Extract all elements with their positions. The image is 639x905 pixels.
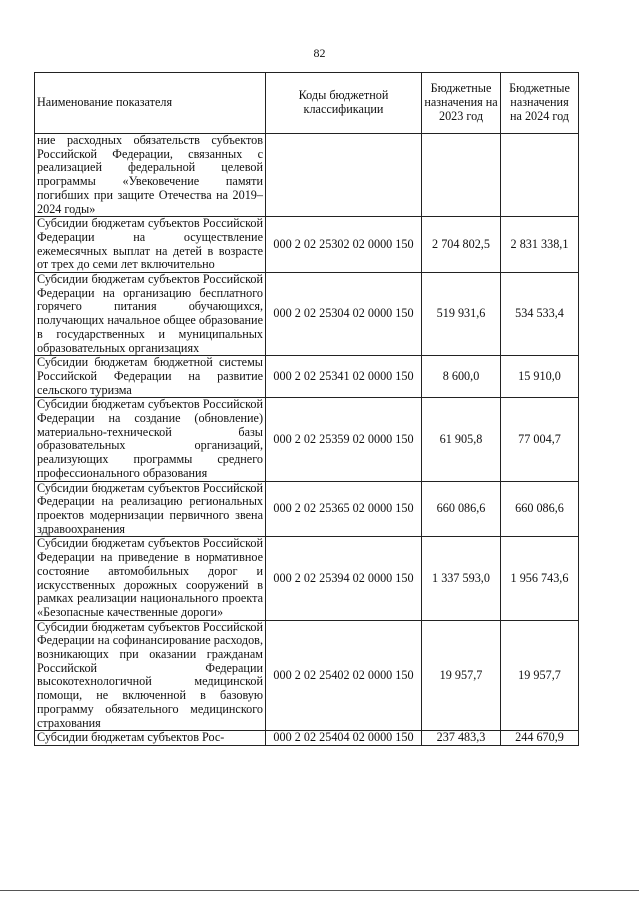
row-budget-2024 [501,134,579,217]
row-name: ние расходных обязательств субъектов Российской Федерации, связанных с реализацией федеральной целевой программы «Увековечение памяти погибших при защите Отечества на 2019–2024 годы» [35,134,266,217]
budget-table [34,72,579,746]
row-budget-2024: 15 910,0 [501,356,579,398]
row-budget-2024: 534 533,4 [501,273,579,356]
row-budget-2024: 77 004,7 [501,398,579,481]
row-budget-2023: 1 337 593,0 [422,537,501,620]
row-code: 000 2 02 25404 02 0000 150 [266,731,422,746]
row-budget-2023: 2 704 802,5 [422,217,501,273]
row-name: Субсидии бюджетам субъектов Рос- [35,731,266,746]
row-name: Субсидии бюджетам субъектов Российской Федерации на осуществление ежемесячных выплат на детей в возрасте от трех до семи лет включительно [35,217,266,273]
table-row [35,134,579,217]
row-name: Субсидии бюджетам субъектов Российской Федерации на организацию бесплатного горячего питания обучающихся, получающих начальное общее образование в государственных и муниципальных образовательных организациях [35,273,266,356]
row-code: 000 2 02 25341 02 0000 150 [266,356,422,398]
table-row [35,356,579,398]
row-name: Субсидии бюджетам субъектов Российской Федерации на софинансирование расходов, возникающих при оказании гражданам Российской Федерации высокотехнологичной медицинской помощи, не включенной в базовую программу обязательного медицинского страхования [35,620,266,731]
row-code: 000 2 02 25394 02 0000 150 [266,537,422,620]
table-row [35,398,579,481]
table-row [35,731,579,746]
row-name: Субсидии бюджетам субъектов Российской Федерации на создание (обновление) материально-технической базы образовательных организаций, реализующих программы среднего профессионального образования [35,398,266,481]
header-budget-2024: Бюджетные назначения на 2024 год [501,73,579,134]
header-name: Наименование показателя [35,73,266,134]
table-header-row [35,73,579,134]
row-code: 000 2 02 25359 02 0000 150 [266,398,422,481]
table-row [35,273,579,356]
row-budget-2024: 2 831 338,1 [501,217,579,273]
row-budget-2023: 61 905,8 [422,398,501,481]
table-body [35,134,579,746]
row-budget-2024: 660 086,6 [501,481,579,537]
row-budget-2023: 19 957,7 [422,620,501,731]
row-budget-2023: 237 483,3 [422,731,501,746]
row-budget-2023 [422,134,501,217]
header-budget-2023: Бюджетные назначения на 2023 год [422,73,501,134]
header-code: Коды бюджетной классификации [266,73,422,134]
row-code: 000 2 02 25402 02 0000 150 [266,620,422,731]
row-name: Субсидии бюджетам субъектов Российской Федерации на реализацию региональных проектов модернизации первичного звена здравоохранения [35,481,266,537]
row-budget-2024: 19 957,7 [501,620,579,731]
row-budget-2024: 244 670,9 [501,731,579,746]
table-row [35,217,579,273]
row-code: 000 2 02 25302 02 0000 150 [266,217,422,273]
row-code [266,134,422,217]
row-budget-2023: 519 931,6 [422,273,501,356]
row-budget-2024: 1 956 743,6 [501,537,579,620]
page-bottom-rule [0,890,639,891]
row-code: 000 2 02 25304 02 0000 150 [266,273,422,356]
table-row [35,481,579,537]
page-number: 82 [313,46,326,60]
table-row [35,537,579,620]
row-name: Субсидии бюджетам субъектов Российской Федерации на приведение в нормативное состояние автомобильных дорог и искусственных дорожных сооружений в рамках реализации национального проекта «Безопасные качественные дороги» [35,537,266,620]
table-row [35,620,579,731]
row-name: Субсидии бюджетам бюджетной системы Российской Федерации на развитие сельского туризма [35,356,266,398]
row-budget-2023: 660 086,6 [422,481,501,537]
row-budget-2023: 8 600,0 [422,356,501,398]
row-code: 000 2 02 25365 02 0000 150 [266,481,422,537]
